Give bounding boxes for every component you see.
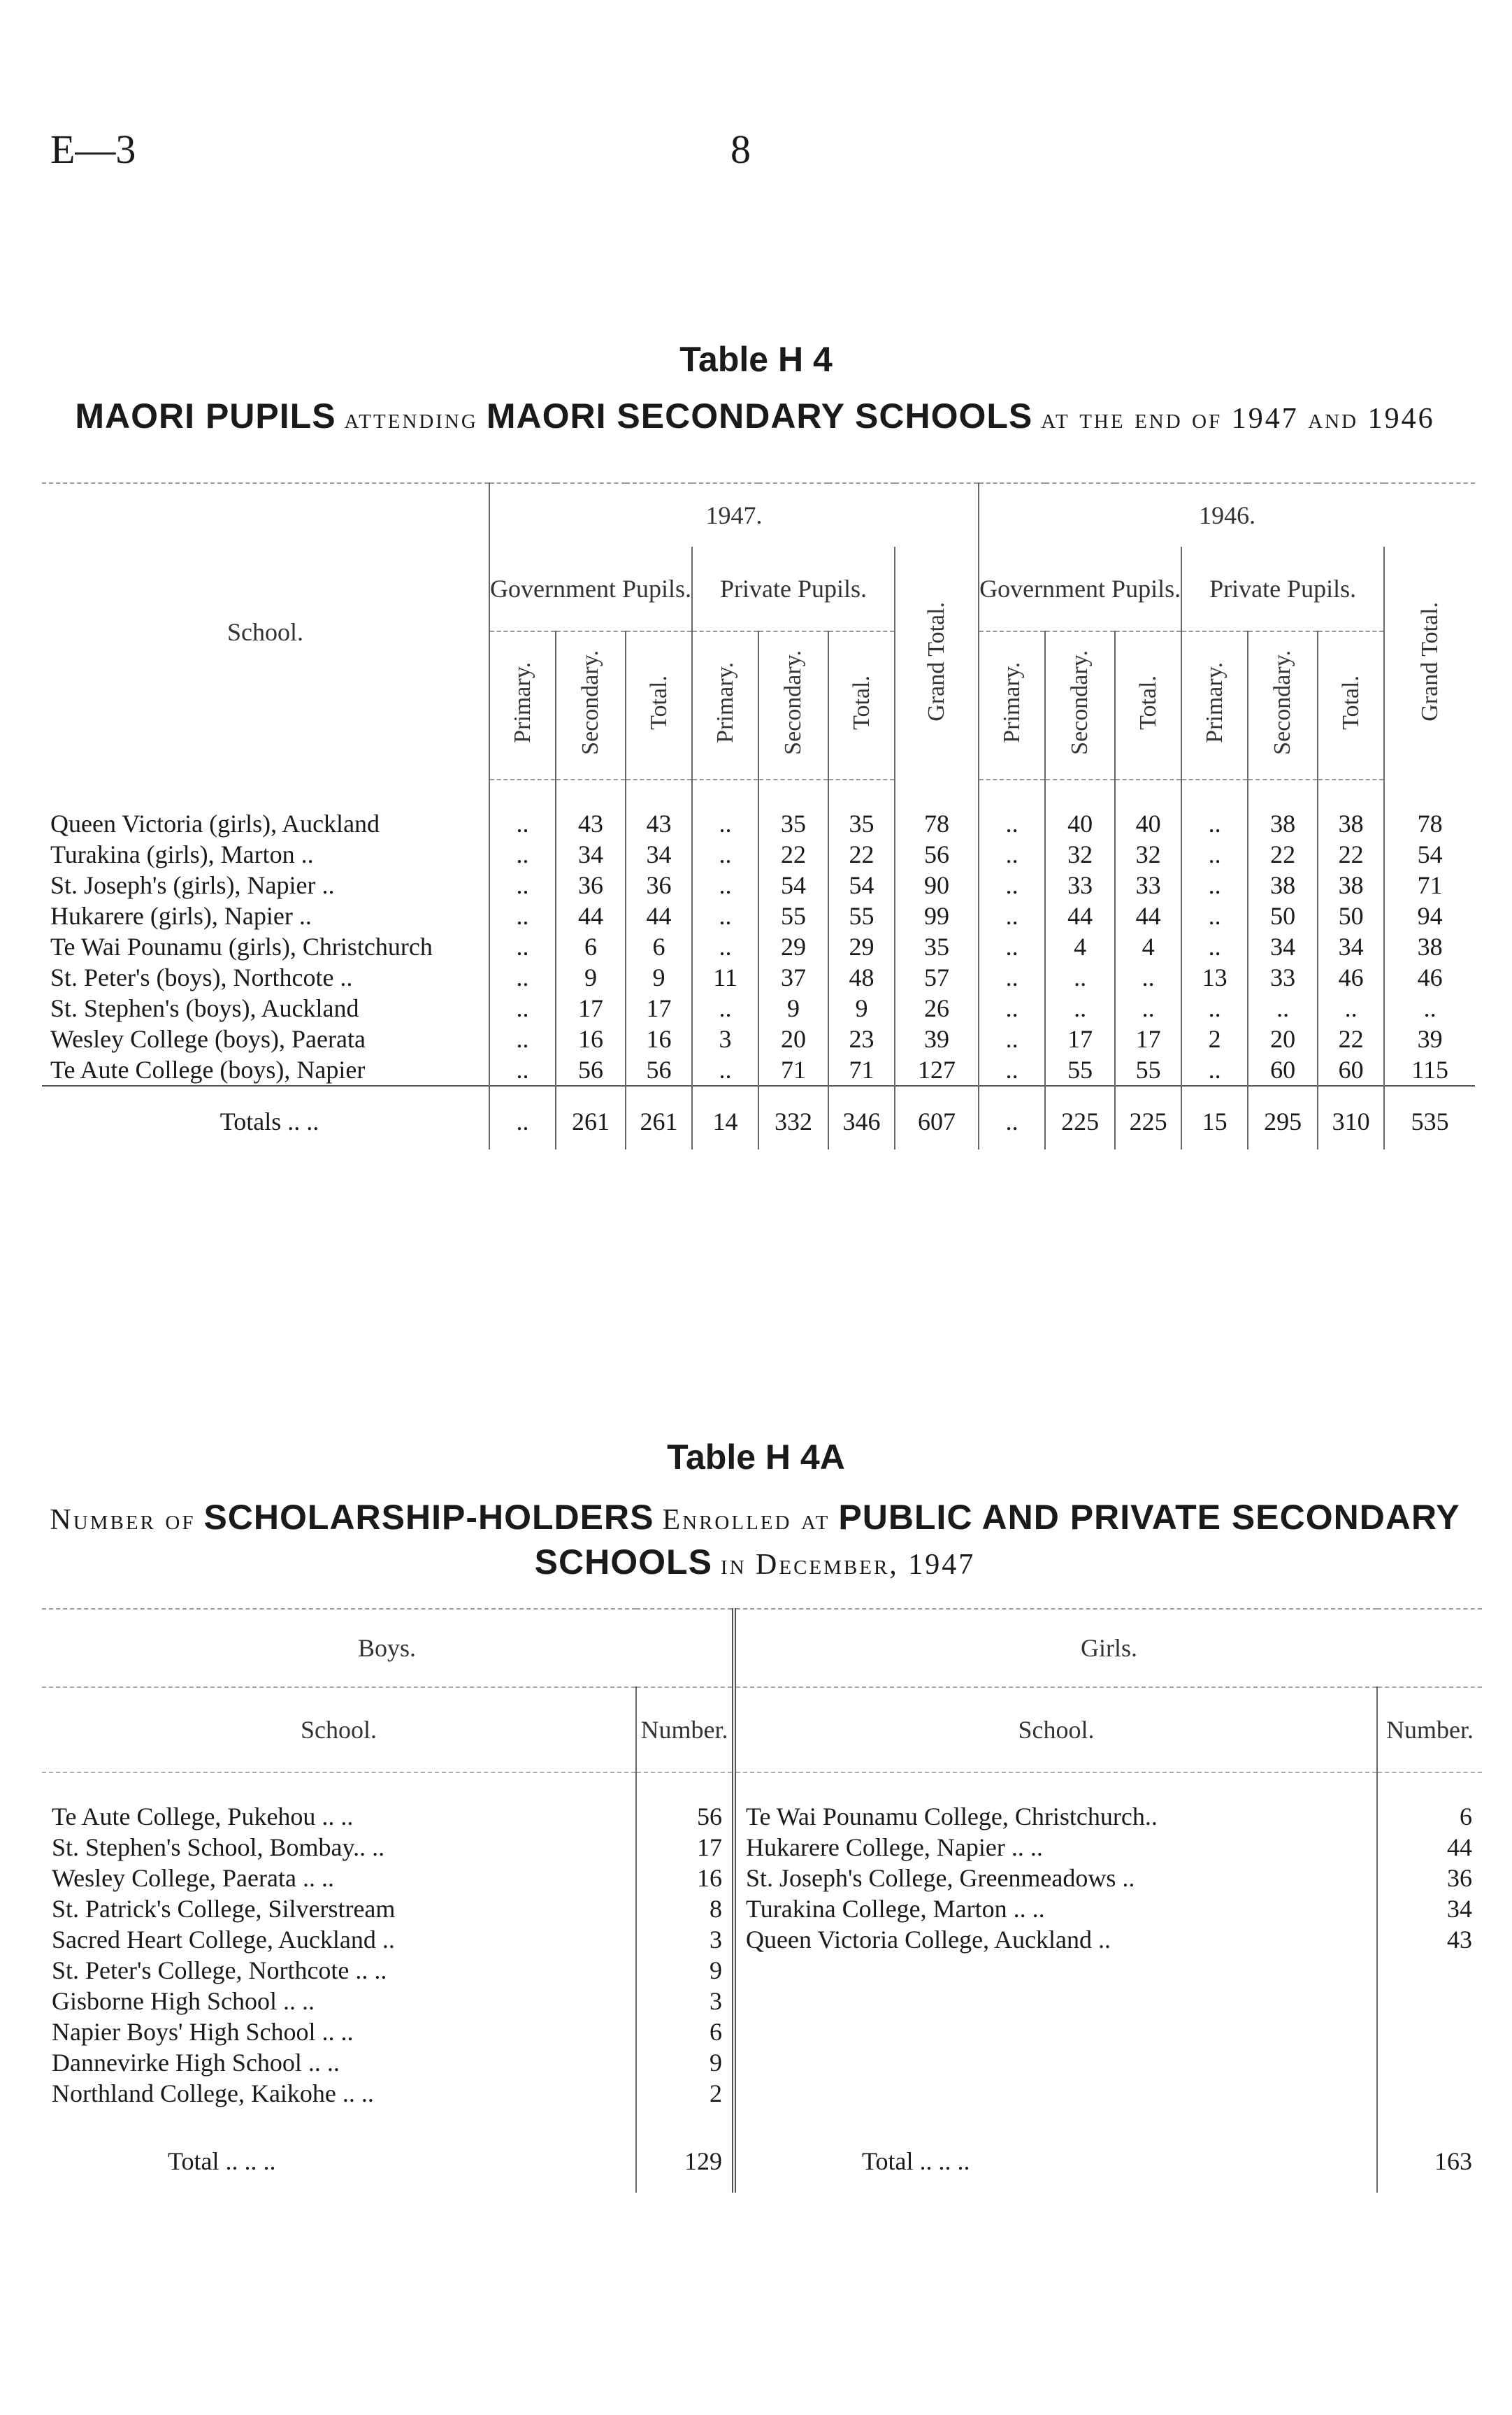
table-row: [42, 1832, 1482, 1863]
vertical-label: Primary.: [712, 661, 738, 743]
value-cell: ..: [979, 780, 1045, 839]
value-cell: 38: [1318, 870, 1384, 901]
value-cell: 34: [1248, 931, 1318, 962]
value-cell: 78: [1384, 780, 1475, 839]
grand-total-1947-header: [895, 547, 979, 780]
total-cell: 15: [1181, 1086, 1248, 1149]
girls-number-header: Number.: [1377, 1687, 1482, 1772]
vertical-label: Primary.: [998, 661, 1025, 743]
school-name-cell: Queen Victoria (girls), Auckland: [50, 809, 380, 838]
value-cell: 60: [1248, 1054, 1318, 1086]
value-cell: 46: [1384, 962, 1475, 993]
total-cell: ..: [489, 1086, 556, 1149]
value-cell: 34: [626, 839, 692, 870]
value-cell: ..: [1181, 931, 1248, 962]
value-cell: ..: [489, 962, 556, 993]
value-cell: 37: [758, 962, 828, 993]
boys-total-number: 129: [636, 2109, 734, 2193]
value-cell: 99: [895, 901, 979, 931]
school-name-cell: Wesley College (boys), Paerata: [50, 1025, 366, 1053]
girls-total-number: 163: [1377, 2109, 1482, 2193]
table-row: [42, 1893, 1482, 1924]
value-cell: 55: [758, 901, 828, 931]
heading-part: attending: [344, 403, 478, 435]
value-cell: ..: [1181, 993, 1248, 1024]
vertical-label: Total.: [848, 675, 874, 730]
value-cell: ..: [489, 870, 556, 901]
boys-number-cell: 9: [636, 1955, 734, 1986]
value-cell: ..: [1115, 962, 1181, 993]
value-cell: 38: [1248, 780, 1318, 839]
boys-number-cell: 8: [636, 1893, 734, 1924]
table-row: [42, 2016, 1482, 2047]
value-cell: 38: [1248, 870, 1318, 901]
boys-number-cell: 9: [636, 2047, 734, 2078]
year-1947-header: 1947.: [489, 483, 979, 547]
value-cell: 33: [1115, 870, 1181, 901]
value-cell: 4: [1115, 931, 1181, 962]
school-name-cell: Turakina (girls), Marton ..: [50, 840, 314, 868]
total-cell: 225: [1045, 1086, 1115, 1149]
value-cell: 29: [828, 931, 895, 962]
value-cell: 44: [556, 901, 626, 931]
col-header: [1181, 631, 1248, 780]
girls-number-cell: [1377, 1986, 1482, 2016]
value-cell: 56: [626, 1054, 692, 1086]
boys-school-cell: St. Patrick's College, Silverstream: [52, 1895, 396, 1923]
col-header: [828, 631, 895, 780]
value-cell: 22: [758, 839, 828, 870]
value-cell: 6: [626, 931, 692, 962]
value-cell: 55: [1115, 1054, 1181, 1086]
value-cell: ..: [979, 962, 1045, 993]
value-cell: 17: [626, 993, 692, 1024]
value-cell: 9: [626, 962, 692, 993]
girls-school-cell: Hukarere College, Napier .. ..: [734, 1832, 1377, 1863]
girls-school-cell: [734, 2078, 1377, 2109]
value-cell: ..: [489, 1054, 556, 1086]
value-cell: ..: [489, 901, 556, 931]
heading-part: at the end of 1947 and 1946: [1041, 403, 1435, 435]
value-cell: 34: [556, 839, 626, 870]
boys-school-cell: Napier Boys' High School .. ..: [52, 2018, 354, 2046]
boys-school-cell: Wesley College, Paerata .. ..: [52, 1864, 334, 1892]
value-cell: 32: [1115, 839, 1181, 870]
col-header: [692, 631, 758, 780]
value-cell: 54: [828, 870, 895, 901]
value-cell: 44: [1115, 901, 1181, 931]
total-cell: ..: [979, 1086, 1045, 1149]
value-cell: 6: [556, 931, 626, 962]
value-cell: 71: [758, 1054, 828, 1086]
value-cell: ..: [979, 1024, 1045, 1054]
value-cell: 38: [1384, 931, 1475, 962]
value-cell: ..: [489, 839, 556, 870]
value-cell: ..: [692, 993, 758, 1024]
heading-part: MAORI SECONDARY SCHOOLS: [486, 396, 1033, 436]
table-row: [42, 993, 1475, 1024]
table-h4-title: Table H 4: [679, 340, 833, 379]
heading-part: MAORI PUPILS: [75, 396, 336, 436]
girls-school-cell: [734, 2047, 1377, 2078]
girls-school-cell: Queen Victoria College, Auckland ..: [734, 1924, 1377, 1955]
value-cell: 43: [626, 780, 692, 839]
value-cell: 36: [626, 870, 692, 901]
value-cell: 78: [895, 780, 979, 839]
value-cell: ..: [979, 870, 1045, 901]
value-cell: 20: [1248, 1024, 1318, 1054]
school-column-header: School.: [42, 483, 489, 780]
value-cell: 11: [692, 962, 758, 993]
value-cell: ..: [692, 1054, 758, 1086]
girls-school-header: School.: [734, 1687, 1377, 1772]
value-cell: 115: [1384, 1054, 1475, 1086]
heading-part: in December, 1947: [720, 1549, 976, 1581]
value-cell: ..: [1115, 993, 1181, 1024]
total-cell: 310: [1318, 1086, 1384, 1149]
school-name-cell: St. Peter's (boys), Northcote ..: [50, 963, 353, 991]
vertical-label: Secondary.: [577, 650, 603, 755]
boys-number-cell: 56: [636, 1772, 734, 1832]
private-pupils-1946-header: Private Pupils.: [1181, 547, 1384, 631]
value-cell: 9: [556, 962, 626, 993]
school-name-cell: Te Wai Pounamu (girls), Christchurch: [50, 933, 433, 961]
col-header: [1045, 631, 1115, 780]
vertical-label: Total.: [1135, 675, 1161, 730]
vertical-label: Secondary.: [1269, 650, 1296, 755]
value-cell: 34: [1318, 931, 1384, 962]
value-cell: ..: [1318, 993, 1384, 1024]
total-cell: 295: [1248, 1086, 1318, 1149]
value-cell: ..: [489, 1024, 556, 1054]
table-row: [42, 1024, 1475, 1054]
value-cell: 32: [1045, 839, 1115, 870]
table-row: [42, 901, 1475, 931]
table-h4a-heading: [42, 1496, 1468, 1586]
value-cell: 3: [692, 1024, 758, 1054]
year-1946-header: 1946.: [979, 483, 1475, 547]
grand-total-1946-header: [1384, 547, 1475, 780]
school-name-cell: Te Aute College (boys), Napier: [50, 1056, 366, 1084]
value-cell: ..: [1248, 993, 1318, 1024]
value-cell: 55: [828, 901, 895, 931]
table-row: [42, 839, 1475, 870]
school-name-cell: St. Joseph's (girls), Napier ..: [50, 871, 335, 899]
col-header: [556, 631, 626, 780]
girls-school-cell: [734, 1986, 1377, 2016]
total-cell: 332: [758, 1086, 828, 1149]
page-number: 8: [730, 127, 751, 172]
total-cell: 14: [692, 1086, 758, 1149]
girls-number-cell: 43: [1377, 1924, 1482, 1955]
col-header: [758, 631, 828, 780]
col-header: [1248, 631, 1318, 780]
value-cell: 57: [895, 962, 979, 993]
totals-row: [42, 2109, 1482, 2193]
col-header: [1318, 631, 1384, 780]
value-cell: 35: [758, 780, 828, 839]
value-cell: 71: [1384, 870, 1475, 901]
value-cell: 26: [895, 993, 979, 1024]
value-cell: ..: [1045, 993, 1115, 1024]
girls-number-cell: [1377, 2016, 1482, 2047]
vertical-label: Primary.: [509, 661, 535, 743]
girls-number-cell: [1377, 2047, 1482, 2078]
girls-total-label: Total .. .. ..: [734, 2109, 1377, 2193]
value-cell: 48: [828, 962, 895, 993]
boys-school-cell: Sacred Heart College, Auckland ..: [52, 1926, 395, 1954]
value-cell: 16: [626, 1024, 692, 1054]
girls-school-cell: Te Wai Pounamu College, Christchurch..: [734, 1772, 1377, 1832]
vertical-label: Total.: [645, 675, 672, 730]
table-row: [42, 2078, 1482, 2109]
value-cell: 56: [556, 1054, 626, 1086]
col-header: [1115, 631, 1181, 780]
value-cell: 50: [1248, 901, 1318, 931]
value-cell: 50: [1318, 901, 1384, 931]
value-cell: ..: [489, 993, 556, 1024]
heading-part: PUBLIC AND PRIVATE SECONDARY SCHOOLS: [534, 1498, 1460, 1582]
govt-pupils-1947-header: Government Pupils.: [489, 547, 692, 631]
value-cell: 90: [895, 870, 979, 901]
value-cell: 22: [1318, 839, 1384, 870]
value-cell: 13: [1181, 962, 1248, 993]
table-row: [42, 2047, 1482, 2078]
girls-number-cell: [1377, 1955, 1482, 1986]
value-cell: ..: [979, 931, 1045, 962]
value-cell: 38: [1318, 780, 1384, 839]
private-pupils-1947-header: Private Pupils.: [692, 547, 895, 631]
totals-row: [42, 1086, 1475, 1149]
totals-label: Totals .. ..: [42, 1086, 489, 1149]
table-row: [42, 1924, 1482, 1955]
value-cell: ..: [1181, 839, 1248, 870]
table-row: [42, 1986, 1482, 2016]
table-h4a: [42, 1608, 1482, 2193]
table-row: [42, 1863, 1482, 1893]
girls-school-cell: [734, 2016, 1377, 2047]
vertical-label: Total.: [1337, 675, 1364, 730]
girls-header: Girls.: [734, 1609, 1482, 1687]
value-cell: 39: [895, 1024, 979, 1054]
value-cell: ..: [1384, 993, 1475, 1024]
boys-number-cell: 3: [636, 1986, 734, 2016]
vertical-label: Grand Total.: [923, 601, 950, 722]
value-cell: ..: [692, 839, 758, 870]
table-row: [42, 1955, 1482, 1986]
boys-school-cell: Te Aute College, Pukehou .. ..: [52, 1803, 354, 1830]
value-cell: 9: [758, 993, 828, 1024]
total-cell: 607: [895, 1086, 979, 1149]
total-cell: 346: [828, 1086, 895, 1149]
value-cell: 44: [1045, 901, 1115, 931]
value-cell: 43: [556, 780, 626, 839]
value-cell: 9: [828, 993, 895, 1024]
vertical-label: Primary.: [1201, 661, 1227, 743]
girls-number-cell: 36: [1377, 1863, 1482, 1893]
girls-number-cell: 44: [1377, 1832, 1482, 1863]
value-cell: 22: [1318, 1024, 1384, 1054]
value-cell: 36: [556, 870, 626, 901]
value-cell: ..: [489, 931, 556, 962]
value-cell: ..: [979, 993, 1045, 1024]
girls-school-cell: St. Joseph's College, Greenmeadows ..: [734, 1863, 1377, 1893]
girls-school-cell: [734, 1955, 1377, 1986]
value-cell: 94: [1384, 901, 1475, 931]
table-h4-heading: [42, 395, 1468, 440]
total-cell: 261: [626, 1086, 692, 1149]
table-h4: [42, 482, 1475, 1149]
boys-school-cell: Dannevirke High School .. ..: [52, 2049, 340, 2077]
table-row: [42, 780, 1475, 839]
value-cell: 29: [758, 931, 828, 962]
table-row: [42, 1054, 1475, 1086]
table-row: [42, 870, 1475, 901]
value-cell: ..: [692, 870, 758, 901]
value-cell: ..: [1181, 870, 1248, 901]
table-h4a-title: Table H 4A: [667, 1438, 845, 1477]
value-cell: ..: [1181, 901, 1248, 931]
value-cell: 17: [1115, 1024, 1181, 1054]
value-cell: 46: [1318, 962, 1384, 993]
col-header: [626, 631, 692, 780]
value-cell: ..: [692, 780, 758, 839]
value-cell: ..: [1045, 962, 1115, 993]
value-cell: ..: [979, 1054, 1045, 1086]
heading-part: SCHOLARSHIP-HOLDERS: [203, 1498, 654, 1537]
boys-number-cell: 6: [636, 2016, 734, 2047]
boys-number-header: Number.: [636, 1687, 734, 1772]
value-cell: 56: [895, 839, 979, 870]
value-cell: 23: [828, 1024, 895, 1054]
boys-number-cell: 2: [636, 2078, 734, 2109]
value-cell: 2: [1181, 1024, 1248, 1054]
boys-number-cell: 17: [636, 1832, 734, 1863]
boys-school-cell: St. Peter's College, Northcote .. ..: [52, 1956, 387, 1984]
value-cell: 60: [1318, 1054, 1384, 1086]
value-cell: ..: [489, 780, 556, 839]
value-cell: 127: [895, 1054, 979, 1086]
page-section-code: E—3: [50, 127, 136, 172]
value-cell: 22: [1248, 839, 1318, 870]
col-header: [979, 631, 1045, 780]
govt-pupils-1946-header: Government Pupils.: [979, 547, 1181, 631]
heading-part: Number of: [50, 1504, 196, 1536]
girls-school-cell: Turakina College, Marton .. ..: [734, 1893, 1377, 1924]
value-cell: 33: [1045, 870, 1115, 901]
total-cell: 225: [1115, 1086, 1181, 1149]
heading-part: Enrolled at: [662, 1504, 830, 1536]
value-cell: 17: [556, 993, 626, 1024]
col-header: [489, 631, 556, 780]
value-cell: ..: [692, 931, 758, 962]
value-cell: 44: [626, 901, 692, 931]
value-cell: ..: [1181, 1054, 1248, 1086]
table-row: [42, 962, 1475, 993]
table-row: [42, 1772, 1482, 1832]
girls-number-cell: 6: [1377, 1772, 1482, 1832]
boys-number-cell: 16: [636, 1863, 734, 1893]
vertical-label: Secondary.: [1067, 650, 1093, 755]
value-cell: 20: [758, 1024, 828, 1054]
value-cell: ..: [692, 901, 758, 931]
value-cell: 35: [828, 780, 895, 839]
value-cell: 55: [1045, 1054, 1115, 1086]
boys-school-cell: St. Stephen's School, Bombay.. ..: [52, 1833, 385, 1861]
value-cell: ..: [979, 901, 1045, 931]
value-cell: 40: [1115, 780, 1181, 839]
value-cell: 4: [1045, 931, 1115, 962]
value-cell: ..: [1181, 780, 1248, 839]
value-cell: 54: [1384, 839, 1475, 870]
value-cell: 17: [1045, 1024, 1115, 1054]
girls-number-cell: 34: [1377, 1893, 1482, 1924]
value-cell: 35: [895, 931, 979, 962]
vertical-label: Secondary.: [780, 650, 806, 755]
total-cell: 261: [556, 1086, 626, 1149]
value-cell: 54: [758, 870, 828, 901]
school-name-cell: Hukarere (girls), Napier ..: [50, 902, 312, 930]
vertical-label: Grand Total.: [1416, 601, 1443, 722]
boys-school-cell: Gisborne High School .. ..: [52, 1987, 315, 2015]
value-cell: ..: [979, 839, 1045, 870]
value-cell: 71: [828, 1054, 895, 1086]
value-cell: 40: [1045, 780, 1115, 839]
value-cell: 33: [1248, 962, 1318, 993]
girls-number-cell: [1377, 2078, 1482, 2109]
value-cell: 16: [556, 1024, 626, 1054]
total-cell: 535: [1384, 1086, 1475, 1149]
school-name-cell: St. Stephen's (boys), Auckland: [50, 994, 359, 1022]
table-row: [42, 931, 1475, 962]
boys-school-header: School.: [42, 1687, 636, 1772]
boys-header: Boys.: [42, 1609, 734, 1687]
boys-number-cell: 3: [636, 1924, 734, 1955]
value-cell: 39: [1384, 1024, 1475, 1054]
boys-school-cell: Northland College, Kaikohe .. ..: [52, 2079, 374, 2107]
value-cell: 22: [828, 839, 895, 870]
boys-total-label: Total .. .. ..: [168, 2147, 276, 2175]
